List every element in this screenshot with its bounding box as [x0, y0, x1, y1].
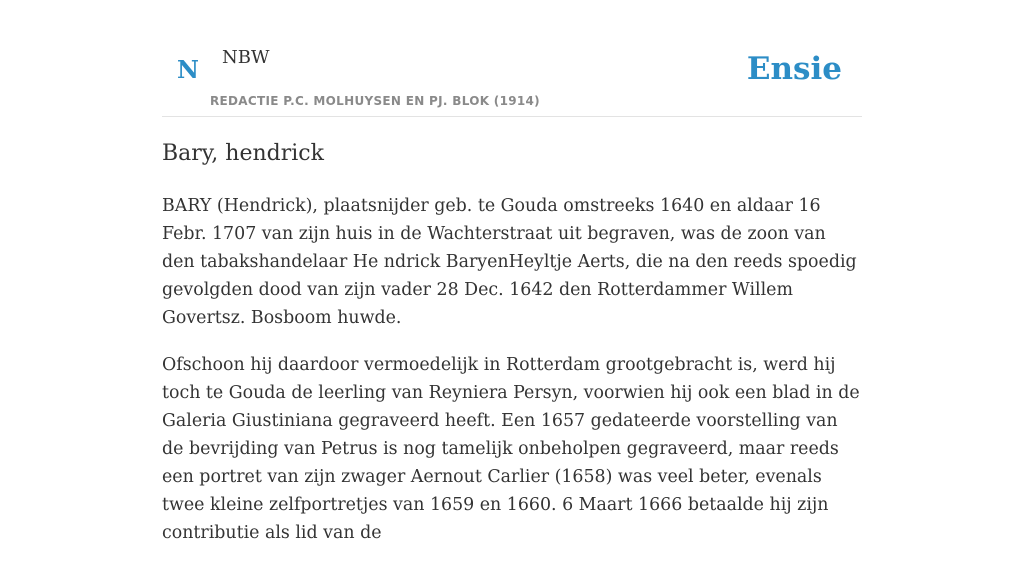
source-logo[interactable]: N	[177, 55, 199, 84]
source-name[interactable]: NBW	[222, 47, 270, 68]
source-subtitle: REDACTIE P.C. MOLHUYSEN EN PJ. BLOK (1914)	[210, 94, 540, 108]
article-paragraph: Ofschoon hij daardoor vermoedelijk in Rotterdam grootgebracht is, werd hij toch te Gouda de leerling van Reyniera Persyn, voorwien hij ook een blad in de Galeria Giustiniana gegraveerd heeft. Een 1657 gedateerde voorstelling van de bevrijding van Petrus is nog tamelijk onbeholpen gegraveerd, maar reeds een portret van zijn zwager Aernout Carlier (1658) was veel beter, evenals twee kleine zelfportretjes van 1659 en 1660. 6 Maart 1666 betaalde hij zijn contributie als lid van de	[162, 355, 860, 543]
brand-logo-link[interactable]: Ensie	[746, 51, 842, 87]
header	[162, 0, 862, 117]
article-body	[162, 192, 862, 566]
page-title: Bary, hendrick	[162, 141, 324, 166]
article-paragraph: BARY (Hendrick), plaatsnijder geb. te Gouda omstreeks 1640 en aldaar 16 Febr. 1707 van zijn huis in de Wachterstraat uit begraven, was de zoon van den tabakshandelaar He ndrick BaryenHeyltje Aerts, die na den reeds spoedig gevolgden dood van zijn vader 28 Dec. 1642 den Rotterdammer Willem Govertsz. Bosboom huwde.	[162, 196, 857, 328]
page	[162, 0, 862, 543]
